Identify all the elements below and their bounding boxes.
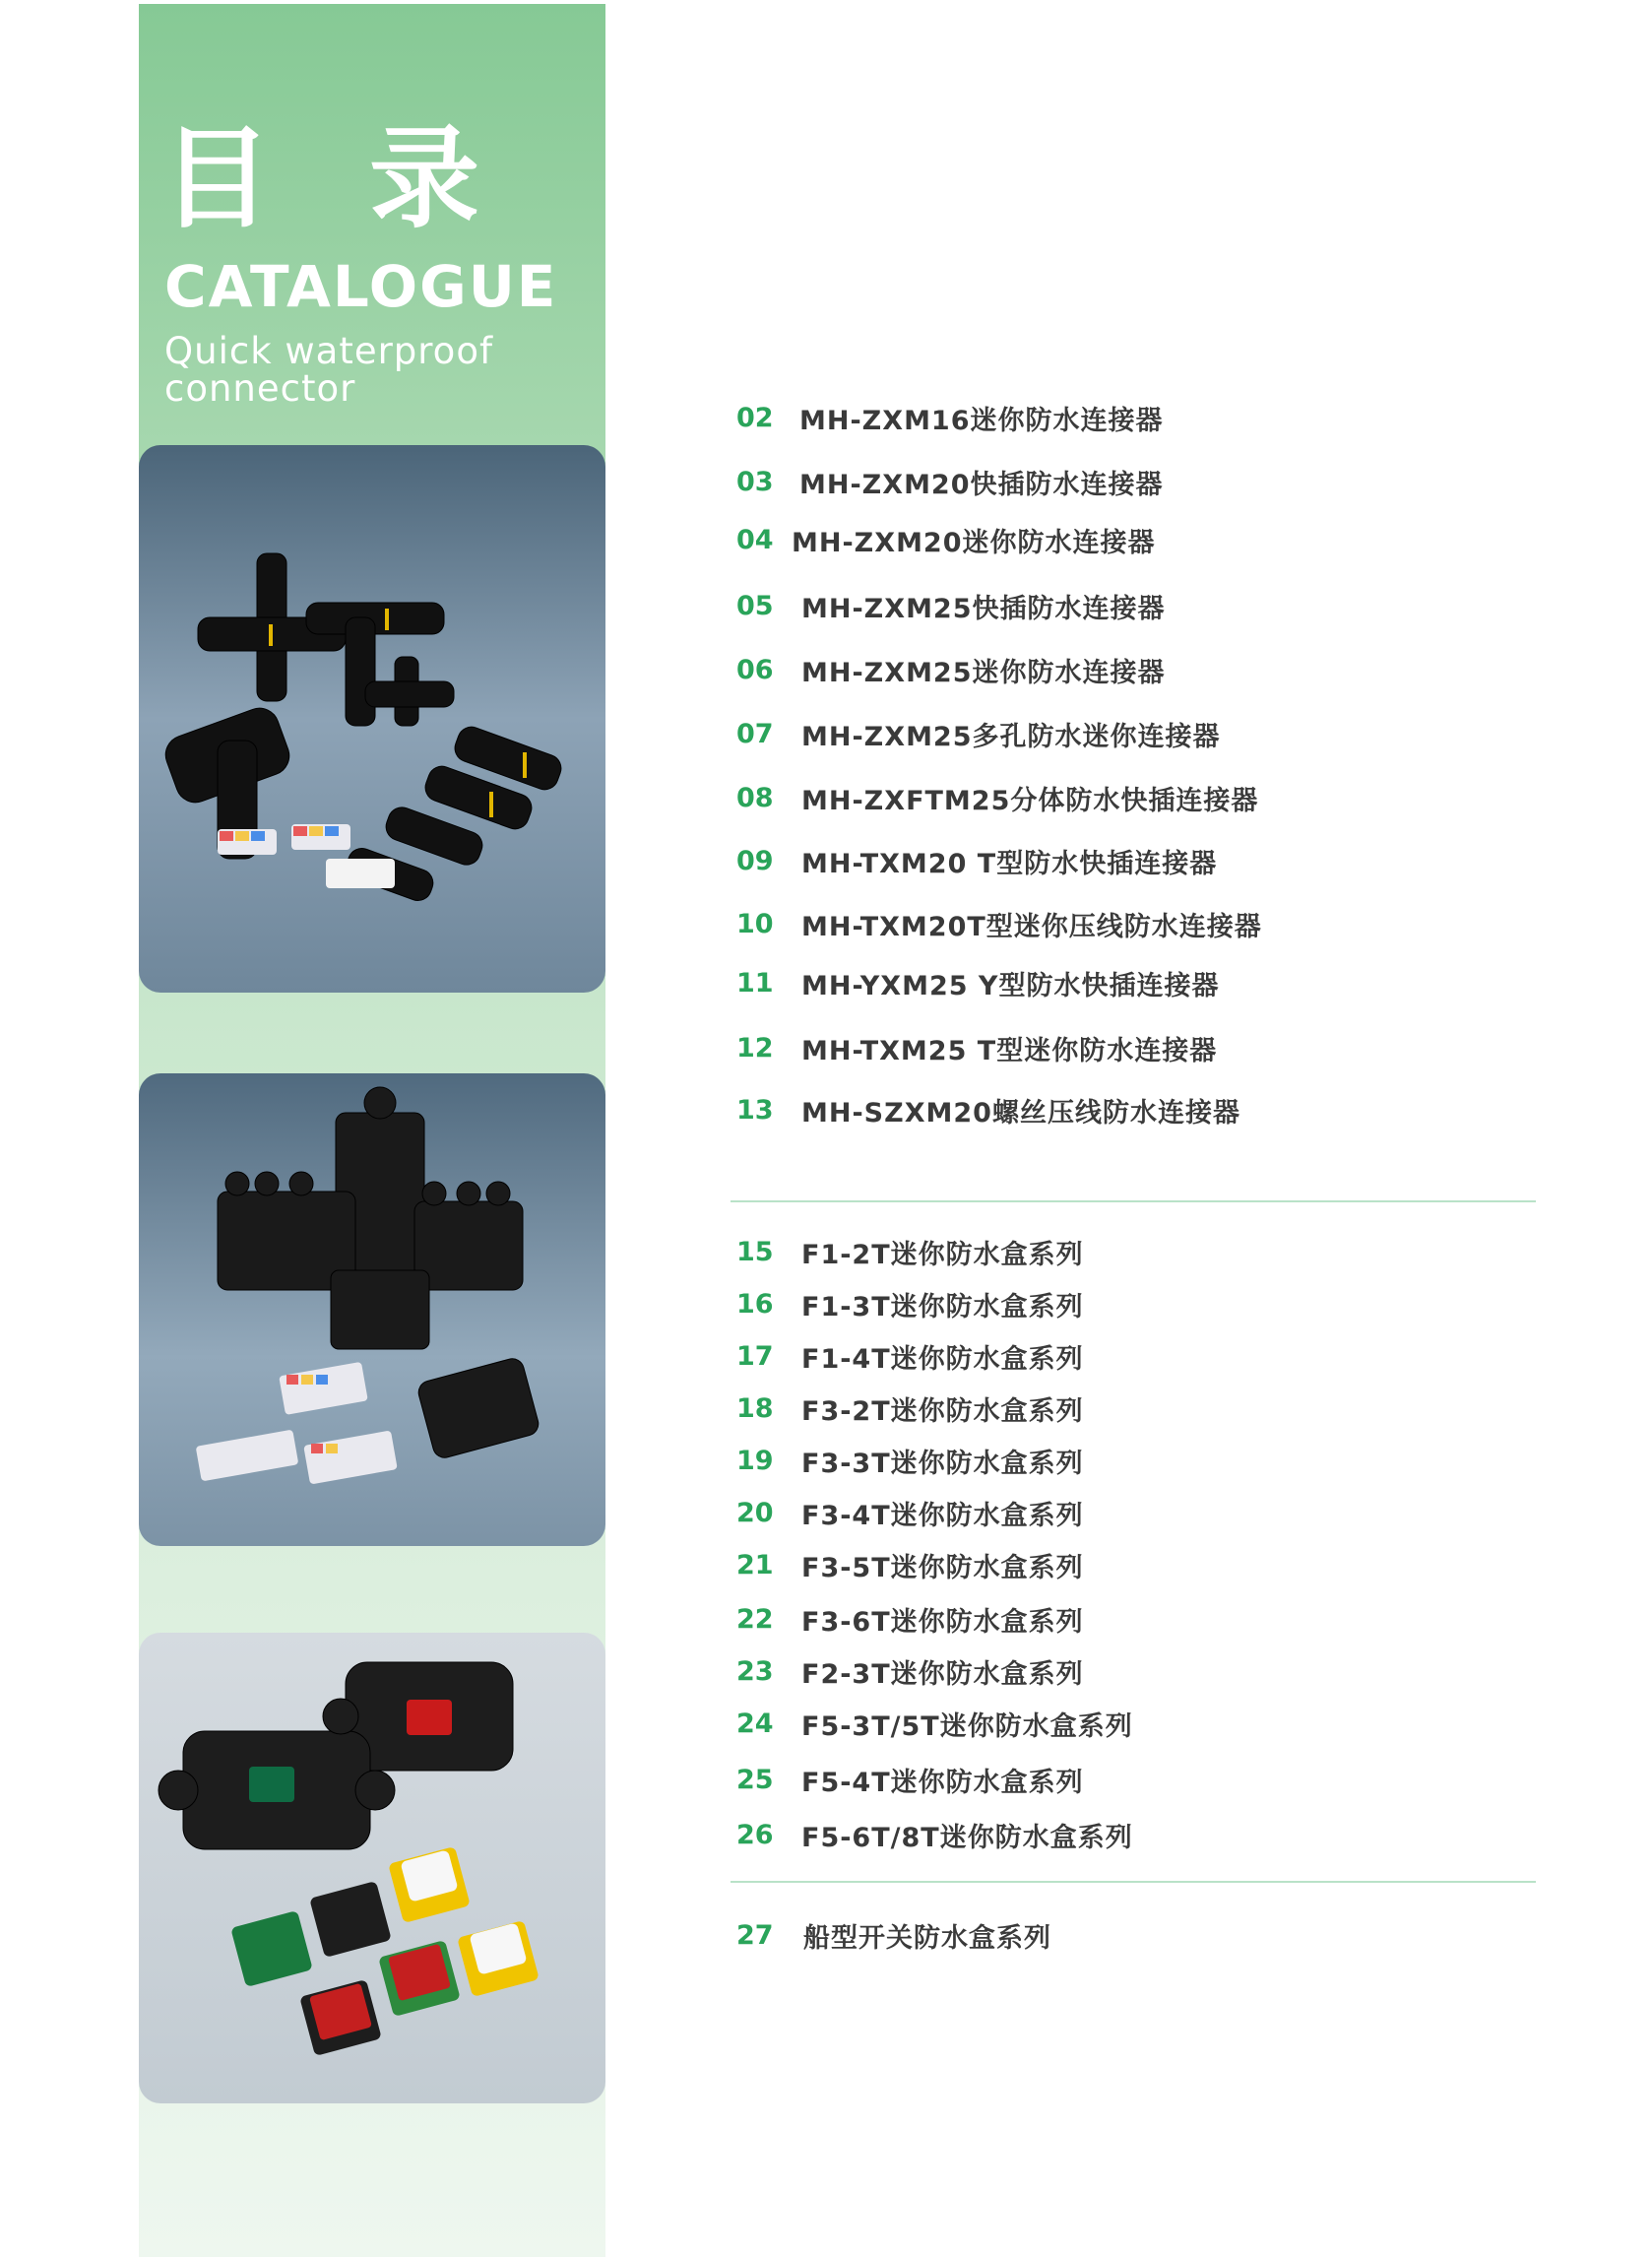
toc-page-number: 15	[736, 1236, 774, 1267]
switch-boxes-photo	[139, 1633, 605, 2103]
catalogue-title-en: CATALOGUE	[164, 253, 558, 320]
toc-page-number: 05	[736, 590, 774, 621]
toc-item-title: MH-ZXM20快插防水连接器	[799, 469, 1164, 500]
toc-item-title: MH-ZXM16迷你防水连接器	[799, 405, 1164, 436]
toc-item-title: MH-SZXM20螺丝压线防水连接器	[801, 1097, 1240, 1128]
section-divider	[731, 1200, 1536, 1202]
toc-item-title: 船型开关防水盒系列	[803, 1922, 1051, 1954]
toc-item-title: MH-ZXFTM25分体防水快插连接器	[801, 785, 1259, 816]
toc-page-number: 08	[736, 782, 774, 813]
toc-page-number: 07	[736, 718, 774, 749]
toc-page-number: 13	[736, 1094, 774, 1126]
toc-page-number: 09	[736, 845, 774, 876]
toc-item-title: MH-ZXM25迷你防水连接器	[801, 657, 1166, 688]
toc-page-number: 16	[736, 1288, 774, 1320]
toc-item-title: F5-3T/5T迷你防水盒系列	[801, 1710, 1133, 1742]
toc-page-number: 10	[736, 908, 774, 939]
toc-item-title: MH-ZXM25快插防水连接器	[801, 593, 1166, 624]
toc-item-title: F1-3T迷你防水盒系列	[801, 1291, 1084, 1322]
toc-page-number: 21	[736, 1549, 774, 1580]
toc-page-number: 18	[736, 1392, 774, 1424]
toc-item-title: F2-3T迷你防水盒系列	[801, 1658, 1084, 1690]
toc-page-number: 19	[736, 1445, 774, 1476]
toc-item-title: MH-YXM25 Y型防水快插连接器	[801, 970, 1220, 1001]
toc-item-title: F3-5T迷你防水盒系列	[801, 1552, 1084, 1583]
toc-page-number: 17	[736, 1340, 774, 1372]
toc-page-number: 23	[736, 1655, 774, 1687]
junction-boxes-photo	[139, 1073, 605, 1546]
toc-item-title: F1-2T迷你防水盒系列	[801, 1239, 1084, 1270]
toc-page-number: 03	[736, 466, 774, 497]
toc-page-number: 27	[736, 1919, 774, 1951]
toc-item-title: F3-3T迷你防水盒系列	[801, 1448, 1084, 1479]
toc-page-number: 24	[736, 1708, 774, 1739]
toc-item-title: F3-4T迷你防水盒系列	[801, 1500, 1084, 1531]
toc-page-number: 11	[736, 967, 774, 999]
toc-item-title: F1-4T迷你防水盒系列	[801, 1343, 1084, 1375]
toc-page-number: 12	[736, 1032, 774, 1064]
connectors-photo	[139, 445, 605, 993]
toc-page-number: 20	[736, 1497, 774, 1528]
toc-item-title: F5-6T/8T迷你防水盒系列	[801, 1822, 1133, 1853]
section-divider	[731, 1881, 1536, 1883]
toc-page-number: 22	[736, 1603, 774, 1635]
toc-item-title: MH-TXM20T型迷你压线防水连接器	[801, 911, 1262, 942]
toc-item-title: MH-ZXM25多孔防水迷你连接器	[801, 721, 1221, 752]
catalogue-title-cn: 目 录	[161, 115, 509, 243]
toc-item-title: MH-TXM25 T型迷你防水连接器	[801, 1035, 1218, 1066]
catalogue-subtitle: Quick waterproof connector	[164, 330, 493, 410]
toc-item-title: F3-2T迷你防水盒系列	[801, 1395, 1084, 1427]
toc-page-number: 02	[736, 402, 774, 433]
toc-item-title: F3-6T迷你防水盒系列	[801, 1606, 1084, 1638]
toc-page-number: 06	[736, 654, 774, 685]
toc-item-title: MH-TXM20 T型防水快插连接器	[801, 848, 1218, 879]
toc-page-number: 04	[736, 524, 774, 555]
toc-page-number: 26	[736, 1819, 774, 1850]
toc-page-number: 25	[736, 1764, 774, 1795]
toc-item-title: MH-ZXM20迷你防水连接器	[792, 527, 1156, 558]
toc-item-title: F5-4T迷你防水盒系列	[801, 1767, 1084, 1798]
